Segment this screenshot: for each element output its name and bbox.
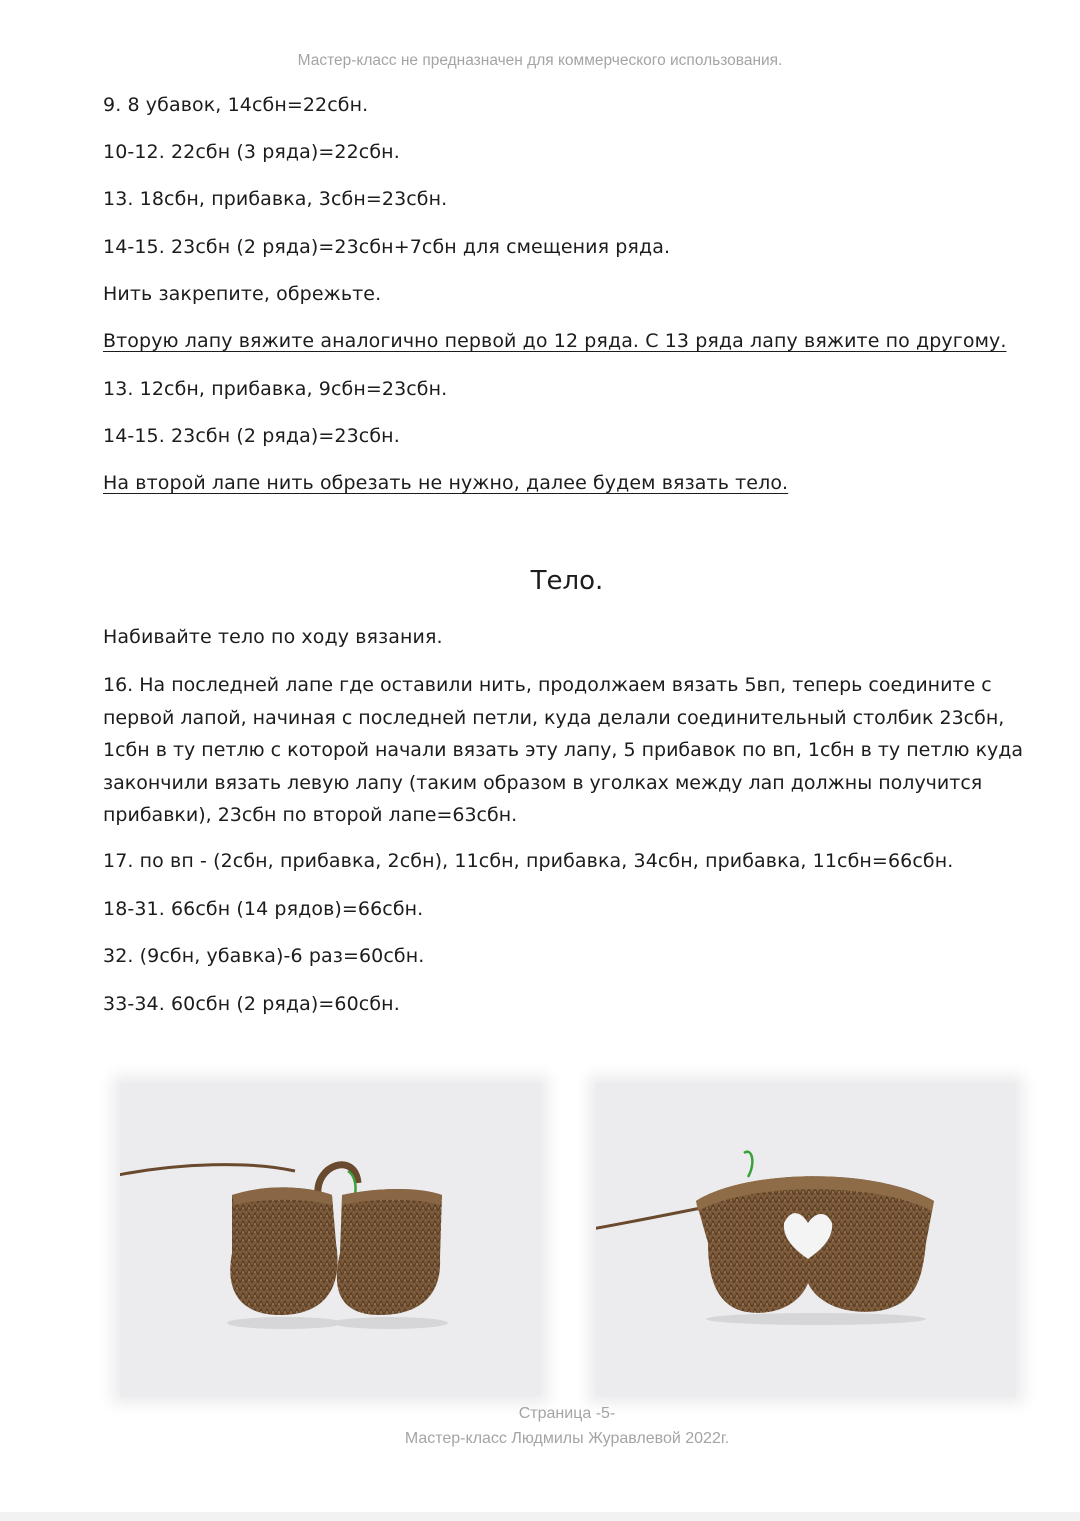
footer-author: Мастер-класс Людмилы Журавлевой 2022г. xyxy=(404,1430,730,1447)
yarn-tail xyxy=(596,1207,706,1229)
page-header-notice: Мастер-класс не предназначен для коммерческого использования. xyxy=(297,52,783,69)
row-14-15-second: 14-15. 23сбн (2 ряда)=23сбн. xyxy=(103,425,400,447)
right-leg xyxy=(337,1189,442,1315)
instruction-no-cut: На второй лапе нить обрезать не нужно, далее будем вязать тело. xyxy=(103,472,789,494)
row-32: 32. (9сбн, убавка)-6 раз=60сбн. xyxy=(103,945,425,967)
row-9: 9. 8 убавок, 14сбн=22сбн. xyxy=(103,94,369,116)
row-13-second: 13. 12сбн, прибавка, 9сбн=23сбн. xyxy=(103,378,448,400)
photo-joined-legs xyxy=(596,1083,1016,1396)
photo-two-legs xyxy=(120,1083,541,1396)
row-14-15: 14-15. 23сбн (2 ряда)=23сбн+7сбн для смещения ряда. xyxy=(103,236,671,258)
section-title: Тело. xyxy=(530,566,604,596)
row-10-12: 10-12. 22сбн (3 ряда)=22сбн. xyxy=(103,141,400,163)
yarn-loop xyxy=(318,1165,358,1195)
body-intro: Набивайте тело по ходу вязания. xyxy=(103,626,443,648)
left-leg xyxy=(230,1187,337,1315)
row-33-34: 33-34. 60сбн (2 ряда)=60сбн. xyxy=(103,993,400,1015)
viewer-bottom-bar xyxy=(0,1512,1080,1521)
row-17: 17. по вп - (2сбн, прибавка, 2сбн), 11сбн, прибавка, 34сбн, прибавка, 11сбн=66сбн. xyxy=(103,850,954,872)
yarn-tail xyxy=(120,1165,295,1175)
row-13: 13. 18сбн, прибавка, 3сбн=23сбн. xyxy=(103,188,448,210)
instruction-fasten: Нить закрепите, обрежьте. xyxy=(103,283,382,305)
stitch-marker-icon xyxy=(744,1152,752,1177)
footer-page-number: Страница -5- xyxy=(518,1405,616,1422)
row-16-paragraph: 16. На последней лапе где оставили нить, продолжаем вязать 5вп, теперь соедините с первой лапой, начиная с последней петли, куда делали соединительный столбик 23сбн, 1сбн в ту петлю с которой начали вязать эту лапу, 5 прибавок по вп, 1сбн в ту петлю куда закончили вязать левую лапу (таким образом в уголках между лап должны получится прибавки), 23сбн по второй лапе=63сбн. xyxy=(103,674,1024,826)
row-18-31: 18-31. 66сбн (14 рядов)=66сбн. xyxy=(103,898,424,920)
instruction-second-leg: Вторую лапу вяжите аналогично первой до 12 ряда. С 13 ряда лапу вяжите по другому. xyxy=(103,330,1007,352)
